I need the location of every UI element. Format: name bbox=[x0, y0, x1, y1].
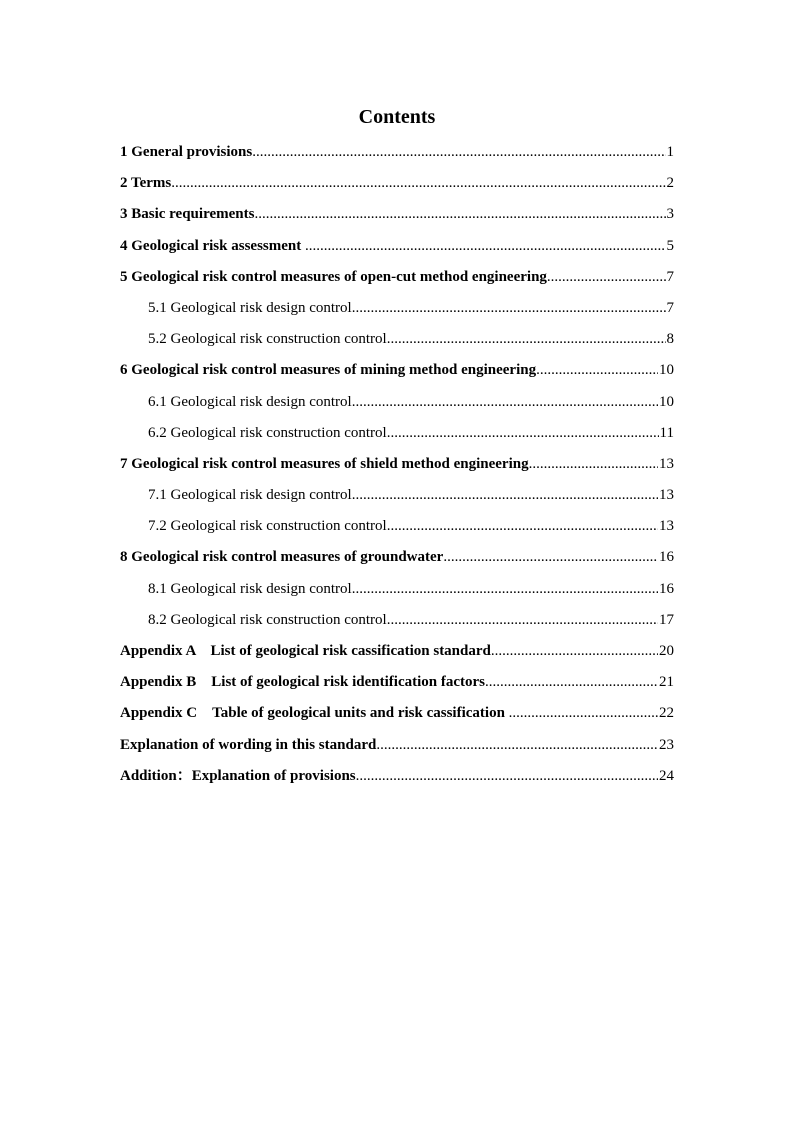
toc-entry-page: 21 bbox=[659, 674, 674, 691]
dot-leader bbox=[387, 418, 659, 449]
toc-entry-page: 1 bbox=[666, 144, 674, 160]
toc-entry-label: Appendix B List of geological risk identification factors bbox=[120, 674, 485, 691]
dot-leader bbox=[491, 636, 658, 667]
toc-entry-page: 16 bbox=[659, 549, 674, 566]
toc-entry-label: 2 Terms bbox=[120, 175, 172, 192]
toc-subentry-page: 10 bbox=[659, 393, 674, 410]
toc-entry-page: 5 bbox=[666, 237, 674, 254]
dot-leader bbox=[305, 231, 666, 262]
toc-subentry-page: 16 bbox=[659, 580, 674, 597]
toc-subentry[interactable] bbox=[120, 511, 674, 542]
toc-entry-label: 1 General provisions bbox=[120, 144, 253, 160]
toc-subentry-label: 6.2 Geological risk construction control bbox=[148, 424, 387, 441]
toc-entry[interactable] bbox=[120, 137, 674, 168]
dot-leader bbox=[443, 542, 658, 573]
dot-leader bbox=[356, 761, 658, 792]
dot-leader bbox=[352, 387, 658, 418]
toc-subentry[interactable] bbox=[120, 605, 674, 636]
toc-entry-page: 2 bbox=[666, 175, 674, 192]
dot-leader bbox=[254, 199, 665, 230]
toc-entry[interactable] bbox=[120, 761, 674, 792]
dot-leader bbox=[352, 480, 658, 511]
toc-entry-label: Appendix C Table of geological units and risk cassification bbox=[120, 705, 509, 722]
toc-entry-appendix-a[interactable] bbox=[120, 636, 674, 667]
toc-subentry-page: 17 bbox=[659, 611, 674, 628]
toc-entry-page: 24 bbox=[659, 767, 674, 784]
dot-leader bbox=[252, 137, 665, 168]
dot-leader bbox=[171, 168, 665, 199]
dot-leader bbox=[387, 511, 658, 542]
toc-entry-appendix-b[interactable] bbox=[120, 667, 674, 698]
toc-subentry[interactable] bbox=[120, 387, 674, 418]
toc-entry-page: 23 bbox=[659, 736, 674, 753]
toc-subentry-label: 6.1 Geological risk design control bbox=[148, 393, 352, 410]
toc-subentry-label: 7.1 Geological risk design control bbox=[148, 487, 352, 504]
toc-subentry-page: 11 bbox=[659, 424, 674, 441]
toc-entry-page: 10 bbox=[659, 362, 674, 379]
toc-subentry-label: 7.2 Geological risk construction control bbox=[148, 518, 387, 535]
toc-subentry-label: 8.2 Geological risk construction control bbox=[148, 611, 387, 628]
dot-leader bbox=[352, 293, 666, 324]
toc-entry[interactable] bbox=[120, 262, 674, 293]
toc-entry-page: 22 bbox=[659, 705, 674, 722]
dot-leader bbox=[509, 698, 658, 729]
toc-subentry-page: 13 bbox=[659, 487, 674, 504]
toc-entry[interactable] bbox=[120, 449, 674, 480]
dot-leader bbox=[547, 262, 666, 293]
toc-entry-label: Explanation of wording in this standard bbox=[120, 736, 377, 753]
toc-subentry[interactable] bbox=[120, 293, 674, 324]
dot-leader bbox=[485, 667, 658, 698]
toc-entry-page: 7 bbox=[666, 268, 674, 285]
table-of-contents bbox=[120, 137, 674, 792]
toc-subentry-label: 5.2 Geological risk construction control bbox=[148, 331, 387, 348]
dot-leader bbox=[529, 449, 658, 480]
toc-entry-appendix-c[interactable] bbox=[120, 698, 674, 729]
toc-entry-page: 20 bbox=[659, 643, 674, 659]
toc-entry-label: Appendix A List of geological risk cassification standard bbox=[120, 643, 491, 659]
toc-subentry-page: 13 bbox=[659, 518, 674, 535]
toc-entry-label: 7 Geological risk control measures of shield method engineering bbox=[120, 455, 529, 472]
toc-subentry-label: 8.1 Geological risk design control bbox=[148, 580, 352, 597]
toc-entry-label: 5 Geological risk control measures of open-cut method engineering bbox=[120, 268, 547, 285]
dot-leader bbox=[376, 730, 658, 761]
toc-subentry-page: 8 bbox=[666, 331, 674, 348]
page-title: Contents bbox=[358, 106, 436, 128]
toc-entry-label: 6 Geological risk control measures of mining method engineering bbox=[120, 362, 537, 379]
toc-entry-page: 13 bbox=[659, 455, 674, 472]
toc-entry[interactable] bbox=[120, 730, 674, 761]
dot-leader bbox=[536, 355, 658, 386]
toc-subentry-page: 7 bbox=[666, 299, 674, 316]
toc-entry-label: Addition：Explanation of provisions bbox=[120, 767, 356, 784]
toc-entry-label: 3 Basic requirements bbox=[120, 206, 255, 223]
toc-subentry[interactable] bbox=[120, 324, 674, 355]
toc-entry-label: 4 Geological risk assessment bbox=[120, 237, 305, 254]
toc-subentry-label: 5.1 Geological risk design control bbox=[148, 299, 352, 316]
toc-entry[interactable] bbox=[120, 542, 674, 573]
toc-entry[interactable] bbox=[120, 199, 674, 230]
dot-leader bbox=[387, 324, 666, 355]
toc-subentry[interactable] bbox=[120, 574, 674, 605]
toc-entry[interactable] bbox=[120, 355, 674, 386]
toc-entry-page: 3 bbox=[666, 206, 674, 223]
toc-entry[interactable] bbox=[120, 231, 674, 262]
dot-leader bbox=[352, 574, 658, 605]
toc-entry-label: 8 Geological risk control measures of groundwater bbox=[120, 549, 444, 566]
toc-subentry[interactable] bbox=[120, 480, 674, 511]
toc-subentry[interactable] bbox=[120, 418, 674, 449]
toc-entry[interactable] bbox=[120, 168, 674, 199]
dot-leader bbox=[387, 605, 658, 636]
